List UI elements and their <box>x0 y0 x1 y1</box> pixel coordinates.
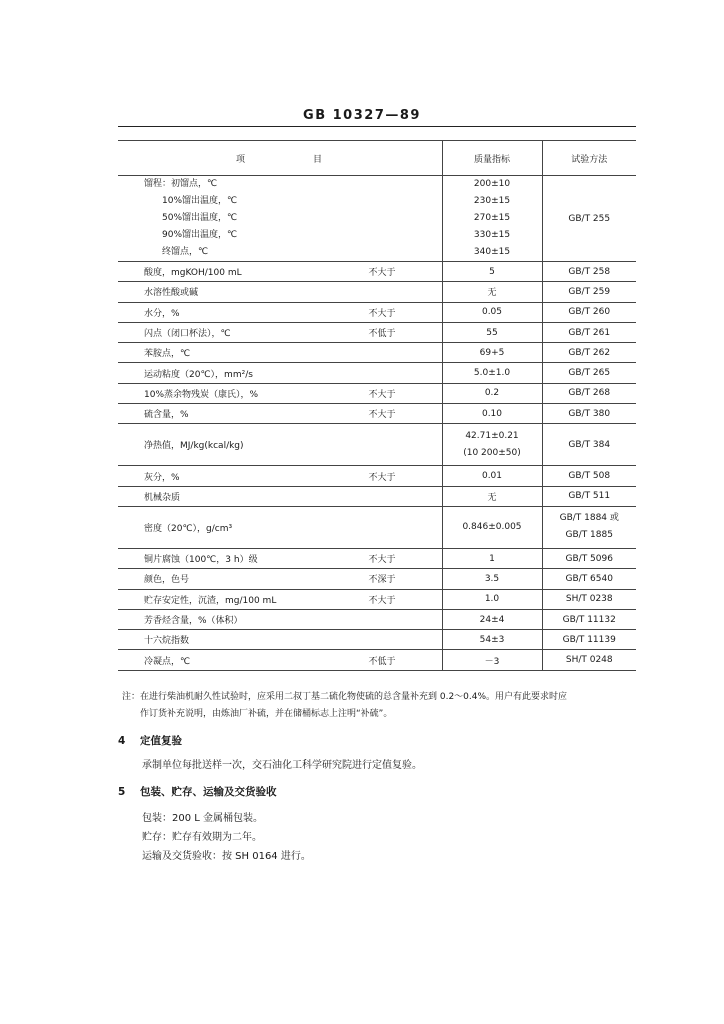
table-row: 水分，% 不大于 0.05 GB/T 260 <box>118 302 636 322</box>
section-heading-4: 4 定值复验 <box>118 735 182 747</box>
paragraph: 承制单位每批送样一次，交石油化工科学研究院进行定值复验。 <box>142 760 422 771</box>
table-row: 运动粘度（20℃），mm²/s 5.0±1.0 GB/T 265 <box>118 363 636 383</box>
distillation-sub: 90%馏出温度，℃ <box>162 230 238 240</box>
table-row: 10%蒸余物残炭（康氏），% 不大于 0.2 GB/T 268 <box>118 383 636 403</box>
table-row-distillation <box>118 176 636 262</box>
distillation-value: 270±15 <box>473 213 511 223</box>
spec-table <box>118 140 636 671</box>
distillation-label: 馏程：初馏点，℃ <box>144 179 218 189</box>
header-quality: 质量指标 <box>442 141 542 176</box>
distillation-value: 200±10 <box>473 179 511 189</box>
table-row: 水溶性酸或碱 无 GB/T 259 <box>118 282 636 302</box>
table-note <box>122 689 642 723</box>
standard-code: GB 10327—89 <box>303 108 421 123</box>
paragraph: 包装：200 L 金属桶包装。 <box>142 813 264 824</box>
note-line: 注：在进行柴油机耐久性试验时，应采用二叔丁基二硫化物使硫的总含量补充到 0.2～0.4%。用户有此要求时应 <box>122 692 568 702</box>
table-row: 苯胺点，℃ 69+5 GB/T 262 <box>118 343 636 363</box>
table-row: 铜片腐蚀（100℃，3 h）级 不大于 1 GB/T 5096 <box>118 548 636 568</box>
table-row: 贮存安定性，沉渣，mg/100 mL 不大于 1.0 SH/T 0238 <box>118 589 636 609</box>
paragraph: 贮存：贮存有效期为二年。 <box>142 832 262 843</box>
section-4-body <box>142 756 422 775</box>
header-method: 试验方法 <box>542 141 636 176</box>
distillation-value: 330±15 <box>473 230 511 240</box>
distillation-sub: 终馏点，℃ <box>162 247 209 257</box>
distillation-sub: 10%馏出温度，℃ <box>162 196 238 206</box>
distillation-method: GB/T 255 <box>542 176 636 262</box>
section-5-body <box>142 809 311 866</box>
table-row: 颜色，色号 不深于 3.5 GB/T 6540 <box>118 569 636 589</box>
table-row: 十六烷指数 54±3 GB/T 11139 <box>118 630 636 650</box>
section-heading-5: 5 包装、贮存、运输及交货验收 <box>118 786 277 798</box>
paragraph: 运输及交货验收：按 SH 0164 进行。 <box>142 851 311 862</box>
density-method: GB/T 1884 或 <box>559 513 619 524</box>
table-row: 机械杂质 无 GB/T 511 <box>118 486 636 506</box>
table-row: 闪点（闭口杯法），℃ 不低于 55 GB/T 261 <box>118 322 636 342</box>
table-row: 硫含量，% 不大于 0.10 GB/T 380 <box>118 404 636 424</box>
density-method: GB/T 1885 <box>565 530 613 541</box>
distillation-sub: 50%馏出温度，℃ <box>162 213 238 223</box>
header-item: 项 目 <box>118 141 442 176</box>
table-row-density: 密度（20℃），g/cm³ 0.846±0.005 GB/T 1884 或 GB/T 1885 <box>118 506 636 548</box>
table-row: 灰分，% 不大于 0.01 GB/T 508 <box>118 466 636 486</box>
heat-value: 42.71±0.21 <box>465 430 519 441</box>
heat-value: (10 200±50) <box>463 447 521 458</box>
table-row: 芳香烃含量，%（体积） 24±4 GB/T 11132 <box>118 609 636 629</box>
note-line: 作订货补充说明，由炼油厂补硫，并在储桶标志上注明“补硫”。 <box>140 709 393 719</box>
distillation-value: 230±15 <box>473 196 511 206</box>
table-row: 酸度，mgKOH/100 mL 不大于 5 GB/T 258 <box>118 262 636 282</box>
distillation-value: 340±15 <box>473 247 511 257</box>
table-row: 冷凝点，℃ 不低于 －3 SH/T 0248 <box>118 650 636 670</box>
table-header-row <box>118 141 636 176</box>
header-rule <box>118 126 636 127</box>
table-row-heat: 净热值，MJ/kg(kcal/kg) 42.71±0.21 (10 200±50) GB/T 384 <box>118 424 636 466</box>
